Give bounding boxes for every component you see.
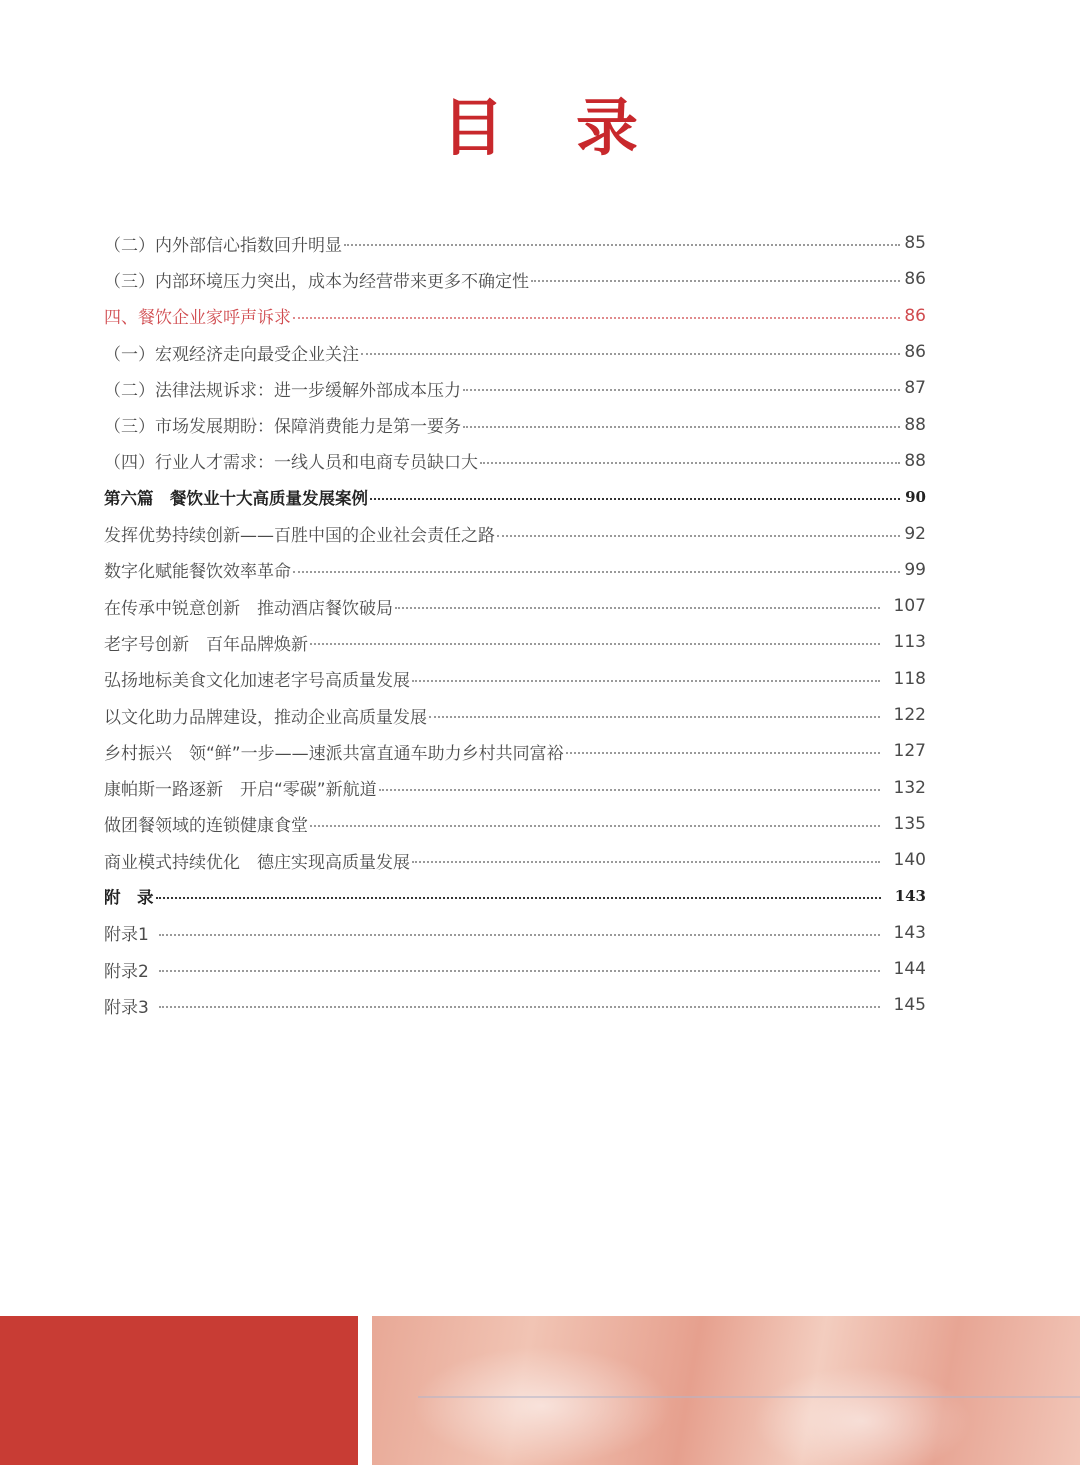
toc-entry-label: 做团餐领域的连锁健康食堂 — [104, 816, 308, 837]
leader-dots — [293, 317, 900, 319]
toc-entry-label: （三）市场发展期盼：保障消费能力是第一要务 — [104, 417, 461, 438]
toc-entry-label: 四、餐饮企业家呼声诉求 — [104, 308, 291, 329]
leader-dots — [156, 897, 881, 899]
toc-entry-label: 在传承中锐意创新 推动酒店餐饮破局 — [104, 598, 393, 619]
toc-entry[interactable] — [104, 515, 926, 551]
toc-entry[interactable] — [104, 588, 926, 624]
toc-entry-page: 88 — [904, 414, 926, 435]
footer-photo-band — [372, 1316, 1080, 1465]
toc-entry-page: 122 — [893, 705, 926, 725]
leader-dots — [159, 1006, 880, 1008]
leader-dots — [412, 680, 880, 682]
splash-highlight — [752, 1366, 972, 1465]
toc-entry[interactable] — [104, 261, 926, 297]
toc-entry-label: 附 录 — [104, 888, 154, 908]
table-of-contents — [104, 225, 926, 1024]
toc-entry-page: 86 — [904, 269, 926, 290]
leader-dots — [310, 825, 880, 827]
toc-entry[interactable] — [104, 697, 926, 733]
toc-entry[interactable] — [104, 769, 926, 805]
leader-dots — [395, 607, 880, 609]
toc-entry-label: （二）内外部信心指数回升明显 — [104, 235, 342, 256]
leader-dots — [379, 789, 880, 791]
toc-entry-label: 附录3 — [104, 997, 149, 1018]
toc-entry[interactable] — [104, 806, 926, 842]
leader-dots — [159, 934, 880, 936]
toc-entry-page: 127 — [893, 741, 926, 762]
toc-entry[interactable] — [104, 624, 926, 660]
toc-entry-label: 乡村振兴 领“鲜”一步——速派共富直通车助力乡村共同富裕 — [104, 743, 564, 764]
toc-entry-page: 86 — [904, 342, 926, 363]
toc-entry-label: 数字化赋能餐饮效率革命 — [104, 562, 291, 583]
toc-entry-page: 113 — [893, 632, 926, 653]
toc-entry-page: 135 — [893, 813, 926, 834]
page-title — [0, 92, 1080, 164]
toc-entry-label: 以文化助力品牌建设，推动企业高质量发展 — [104, 707, 427, 728]
toc-entry[interactable] — [104, 552, 926, 588]
toc-entry[interactable] — [104, 733, 926, 769]
toc-entry-label: 康帕斯一路逐新 开启“零碳”新航道 — [104, 780, 377, 801]
toc-entry[interactable] — [104, 334, 926, 370]
toc-entry-label: 附录2 — [104, 961, 149, 982]
toc-entry-page: 87 — [904, 378, 926, 399]
title-char-1: 目 — [441, 91, 504, 164]
toc-entry[interactable] — [104, 406, 926, 442]
toc-entry-page: 88 — [904, 450, 926, 471]
toc-entry-label: 弘扬地标美食文化加速老字号高质量发展 — [104, 671, 410, 692]
toc-entry[interactable] — [104, 987, 926, 1023]
leader-dots — [159, 970, 880, 972]
toc-entry-label: 发挥优势持续创新——百胜中国的企业社会责任之路 — [104, 526, 495, 547]
leader-dots — [531, 280, 900, 282]
toc-entry-page: 145 — [893, 995, 926, 1016]
leader-dots — [310, 643, 880, 645]
toc-entry[interactable] — [104, 661, 926, 697]
toc-entry-label: （二）法律法规诉求：进一步缓解外部成本压力 — [104, 380, 461, 401]
splash-highlight — [412, 1346, 672, 1465]
leader-dots — [344, 244, 900, 246]
toc-entry-highlighted[interactable] — [104, 298, 926, 334]
toc-entry-label: 商业模式持续优化 德庄实现高质量发展 — [104, 852, 410, 873]
toc-entry-page: 143 — [893, 922, 926, 943]
title-char-2: 录 — [576, 91, 639, 164]
toc-entry-label: （一）宏观经济走向最受企业关注 — [104, 344, 359, 365]
leader-dots — [497, 535, 900, 537]
toc-section-heading[interactable] — [104, 878, 926, 914]
toc-entry-page: 86 — [904, 305, 926, 326]
toc-entry-page: 92 — [904, 523, 926, 544]
toc-entry-page: 85 — [904, 233, 926, 254]
toc-entry-label: 老字号创新 百年品牌焕新 — [104, 634, 308, 655]
leader-dots — [412, 861, 880, 863]
toc-entry-label: （三）内部环境压力突出，成本为经营带来更多不确定性 — [104, 271, 529, 292]
toc-entry[interactable] — [104, 443, 926, 479]
leader-dots — [463, 389, 900, 391]
footer-red-band — [0, 1316, 358, 1465]
toc-entry-page: 144 — [893, 959, 926, 980]
toc-entry[interactable] — [104, 842, 926, 878]
toc-entry-label: 附录1 — [104, 925, 149, 946]
toc-entry[interactable] — [104, 370, 926, 406]
leader-dots — [463, 426, 900, 428]
toc-entry-page: 90 — [905, 488, 926, 507]
toc-entry-page: 132 — [893, 777, 926, 798]
leader-dots — [429, 716, 880, 718]
toc-section-heading[interactable] — [104, 479, 926, 515]
leader-dots — [370, 498, 900, 500]
leader-dots — [293, 571, 900, 573]
leader-dots — [480, 462, 900, 464]
toc-entry-label: （四）行业人才需求：一线人员和电商专员缺口大 — [104, 453, 478, 474]
toc-entry-page: 118 — [893, 668, 926, 689]
toc-entry-page: 140 — [893, 850, 926, 871]
toc-entry[interactable] — [104, 915, 926, 951]
toc-entry-page: 99 — [904, 559, 926, 580]
leader-dots — [566, 752, 880, 754]
decorative-line — [418, 1396, 1080, 1398]
toc-entry[interactable] — [104, 951, 926, 987]
toc-entry[interactable] — [104, 225, 926, 261]
toc-entry-page: 143 — [894, 887, 926, 906]
toc-entry-page: 107 — [893, 596, 926, 617]
toc-entry-label: 第六篇 餐饮业十大高质量发展案例 — [104, 489, 368, 509]
leader-dots — [361, 353, 900, 355]
